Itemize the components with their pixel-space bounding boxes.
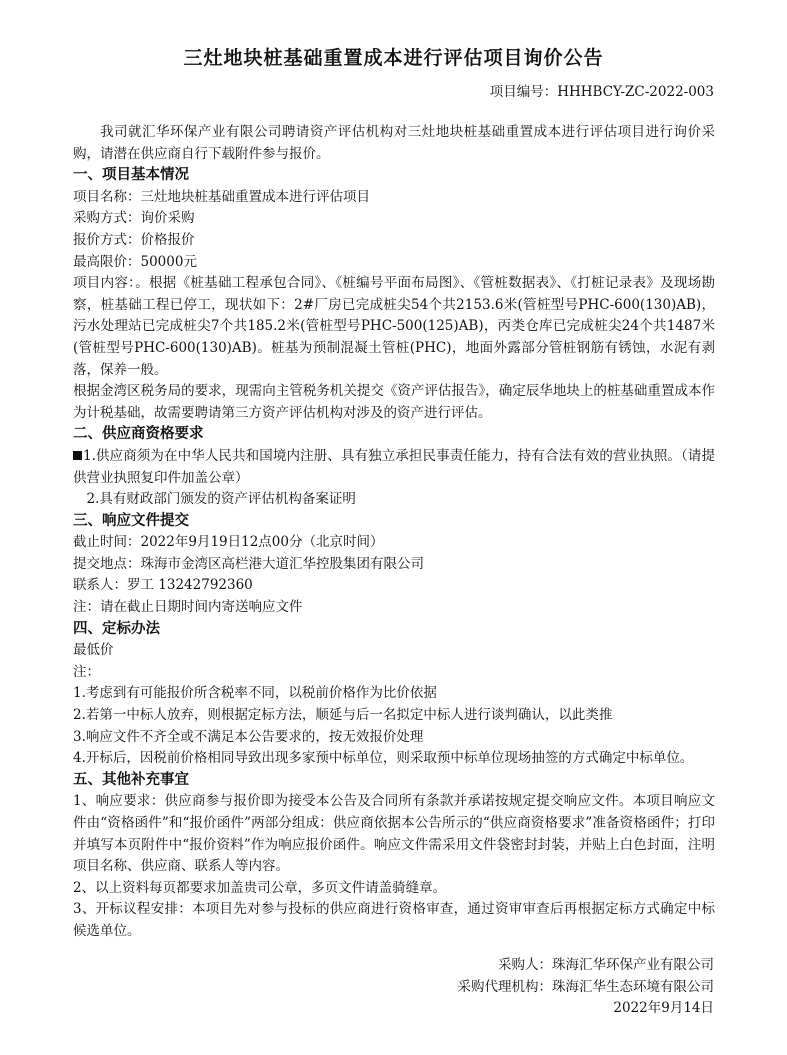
- qualification-item-1-text: 1.供应商须为在中华人民共和国境内注册、具有独立承担民事责任能力，持有合法有效的营业执照。（请提供营业执照复印件加盖公章）: [73, 447, 715, 486]
- project-name: 项目名称：三灶地块桩基础重置成本进行评估项目: [73, 188, 370, 205]
- project-number: 项目编号：HHHBCY-ZC-2022-003: [489, 84, 714, 100]
- buyer-line: 采购人：珠海汇华环保产业有限公司: [498, 957, 714, 973]
- section-3-heading: 三、响应文件提交: [73, 512, 189, 529]
- award-note-2: 2.若第一中标人放弃，则根据定标方法，顺延与后一名拟定中标人进行谈判确认，以此类推: [73, 707, 613, 724]
- supplement-3: 3、开标议程安排：本项目先对参与投标的供应商进行资格审查，通过资审审查后再根据定标方式确定中标候选单位。: [73, 901, 715, 939]
- date-line: 2022年9月14日: [613, 1000, 714, 1017]
- project-basis: 根据金湾区税务局的要求，现需向主管税务机关提交《资产评估报告》，确定辰华地块上的桩基础重置成本作为计税基础，故需要聘请第三方资产评估机构对涉及的资产进行评估。: [73, 383, 715, 421]
- section-2-heading: 二、供应商资格要求: [73, 426, 204, 443]
- quote-method: 报价方式：价格报价: [73, 231, 195, 248]
- square-bullet-icon: [73, 451, 82, 460]
- award-note-label: 注：: [73, 663, 100, 680]
- contact-person: 联系人：罗工 13242792360: [73, 577, 253, 594]
- award-note-4: 4.开标后，因税前价格相同导致出现多家预中标单位，则采取预中标单位现场抽签的方式确定中标单位。: [73, 750, 694, 767]
- submission-location: 提交地点：珠海市金湾区高栏港大道汇华控股集团有限公司: [73, 555, 424, 572]
- supplement-1: 1、响应要求：供应商参与报价即为接受本公告及合同所有条款并承诺按规定提交响应文件。本项目响应文件由“资格函件”和“报价函件”两部分组成：供应商依据本公告所示的“供应商资格要求”准备资格函件；打印并填写本页附件中“报价资料”作为响应报价函件。响应文件需采用文件袋密封封装，并贴上白色封面，注明项目名称、供应商、联系人等内容。: [73, 793, 715, 875]
- section-5-heading: 五、其他补充事宜: [73, 771, 189, 788]
- section-4-heading: 四、定标办法: [73, 620, 160, 637]
- submission-deadline: 截止时间：2022年9月19日12点00分（北京时间）: [73, 534, 384, 551]
- signature-block: [458, 955, 715, 1020]
- project-content: 项目内容：。根据《桩基础工程承包合同》、《桩编号平面布局图》、《管桩数据表》、《打桩记录表》及现场勘察，桩基础工程已停工，现状如下：2#厂房已完成桩尖54个共2153.6米(管桩型号PHC-600(130)AB)，污水处理站已完成桩尖7个共185.2米(管桩型号PHC-500(125)AB)，丙类仓库已完成桩尖24个共1487米(管桩型号PHC-600(130)AB)。桩基为预制混凝土管桩(PHC)，地面外露部分管桩钢筋有锈蚀，水泥有剥落，保养一般。: [73, 275, 715, 378]
- purchase-method: 采购方式：询价采购: [73, 210, 195, 227]
- section-1-heading: 一、项目基本情况: [73, 167, 189, 184]
- qualification-item-1: [73, 446, 715, 489]
- award-note-1: 1.考虑到有可能报价所含税率不同，以税前价格作为比价依据: [73, 685, 437, 702]
- intro-paragraph: 我司就汇华环保产业有限公司聘请资产评估机构对三灶地块桩基础重置成本进行评估项目进行询价采购，请潜在供应商自行下载附件参与报价。: [73, 124, 715, 162]
- document-body: [73, 122, 715, 943]
- submission-note: 注：请在截止日期时间内寄送响应文件: [73, 599, 303, 616]
- agent-line: 采购代理机构：珠海汇华生态环境有限公司: [457, 978, 714, 995]
- award-note-3: 3.响应文件不齐全或不满足本公告要求的，按无效报价处理: [73, 728, 424, 745]
- qualification-item-2: 2.具有财政部门颁发的资产评估机构备案证明: [86, 491, 356, 508]
- price-limit: 最高限价：50000元: [73, 253, 197, 270]
- award-method: 最低价: [73, 642, 114, 659]
- supplement-2: 2、以上资料每页都要求加盖贵司公章，多页文件请盖骑缝章。: [73, 879, 447, 896]
- document-title: 三灶地块桩基础重置成本进行评估项目询价公告: [183, 47, 604, 69]
